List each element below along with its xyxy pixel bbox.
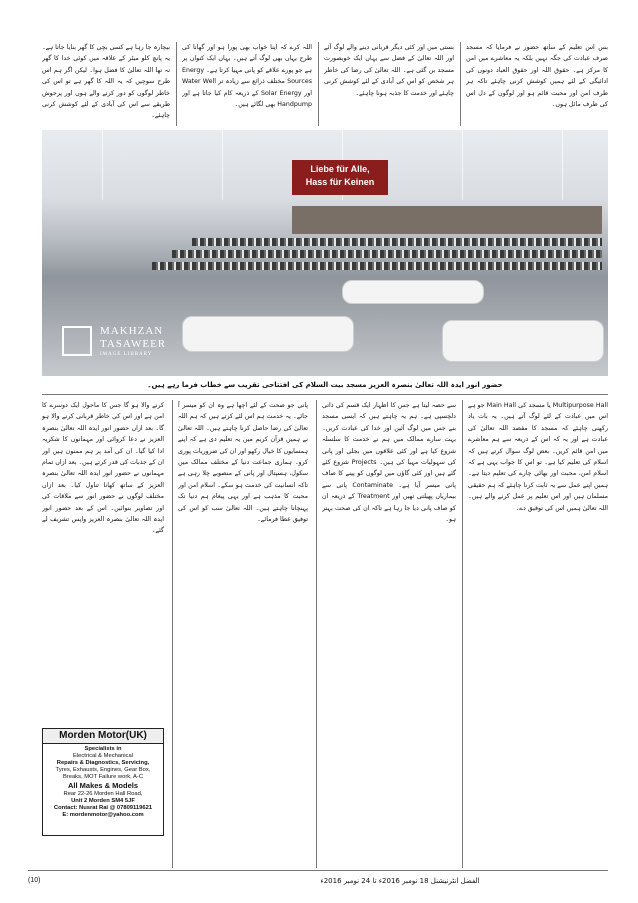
bottom-column-2 [178, 400, 308, 868]
column-text: Multipurpose Hall یا مسجد کی Main Hall جو ہے اس میں عبادت کے لئے لوگ آتے ہیں۔ یہ بات یاد رکھنی چاہئے کہ مسجد کا مقصد اللہ تعالیٰ کی عبادت ہے اور یہ کہ اس کے ذریعہ سے ہم معاشرے میں امن قائم کریں۔ بعض لوگ سوال کرتے ہیں کہ اسلام کی تعلیم کیا ہے۔ تو اس کا جواب یہی ہے کہ اسلام امن، محبت اور بھائی چارے کی تعلیم دیتا ہے۔ ہمیں اپنے عمل سے یہ ثابت کرنا چاہئے کہ ہم حقیقی مسلمان ہیں اور اس تعلیم پر عمل کرنے والے ہیں۔ اللہ تعالیٰ ہمیں اس کی توفیق دے۔ [468, 402, 608, 512]
top-column-3 [324, 42, 454, 126]
column-divider [462, 400, 463, 868]
audience-row [172, 250, 602, 258]
ad-line: Specialists in [84, 746, 122, 752]
column-divider [460, 42, 461, 126]
ad-highlight: All Makes & Models [67, 781, 139, 790]
ad-address: Unit 2 Morden SM4 5JF [71, 798, 135, 804]
dining-table [342, 280, 484, 304]
advertisement-box [42, 728, 164, 836]
column-text: بیچارہ جا رہا ہے کسی بچی کا گھر بنایا جاتا ہے۔ یہ پانچ کلو میٹر کے علاقہ میں کوئی خدا کا گھر نہ تھا اللہ تعالیٰ کا فضل ہوا۔ لیکن اگر ہم اس طرح سوچیں کہ یہ اللہ کا گھر ہے تو اس کی خاطر لوگوں کو دور کرنے والے ہوں اور پرجوش طریقے سے اس کی آبادی کے لئے کوشش کرنی چاہئے۔ [42, 44, 170, 120]
column-divider [172, 400, 173, 868]
column-text: بستی میں اور کئی دیگر قربانی دینے والے لوگ آئے اور اللہ تعالیٰ کے فضل سے یہاں ایک خوبصورت مسجد بن گئی ہے۔ اللہ تعالیٰ کی رضا کی خاطر ہر شخص کو اس کی آبادی کے لئے کوشش کرنی چاہئے اور خدمت کا جذبہ ہونا چاہئے۔ [324, 44, 454, 97]
footer-rule [28, 870, 608, 871]
top-column-1 [42, 42, 170, 126]
issue-dateline: الفضل انٹرنیشنل 18 نومبر 2016ء تا 24 نومبر 2016ء [320, 877, 480, 885]
page-number: (10) [28, 877, 41, 884]
logo-subtext: IMAGE LIBRARY [100, 352, 153, 357]
ad-line: Breaks, MOT Failure work, A-C [62, 774, 144, 780]
dining-table [442, 320, 604, 362]
ad-title: Morden Motor(UK) [43, 729, 163, 744]
logo-text: MAKHZAN [100, 325, 164, 337]
tent-pole [462, 130, 463, 200]
column-text: بس اس تعلیم کے ساتھ حضور نے فرمایا کہ مسجد صرف عبادت کی جگہ نہیں بلکہ یہ معاشرے میں امن کا مرکز ہے۔ حقوق اللہ اور حقوق العباد دونوں کی ادائیگی کے لئے ہمیں کوشش کرنی چاہئے تاکہ ہر طرف امن اور محبت قائم ہو اور لوگوں کے دل اس کی طرف مائل ہوں۔ [466, 44, 608, 109]
tent-pole [102, 130, 103, 200]
page-footer [0, 874, 638, 888]
bottom-column-3 [322, 400, 456, 868]
audience-row [192, 238, 602, 246]
bottom-column-4 [468, 400, 608, 868]
tent-pole [562, 130, 563, 200]
ad-line: Tyres, Exhausts, Engines, Gear Box, [55, 767, 151, 773]
banner-line: Liebe für Alle, [310, 164, 370, 174]
ad-contact: Contact: Nusrat Rai @ 07809119621 [53, 805, 153, 811]
top-column-4 [466, 42, 608, 126]
bottom-column-1 [42, 400, 164, 722]
column-text: سے حصہ لیتا ہے جس کا اظہار ایک قسم کی ذاتی دلچسپی ہے۔ ہم یہ چاہتے ہیں کہ ایسی مسجد بنے جس میں لوگ آئیں اور خدا کی عبادت کریں۔ بہت سارے ممالک میں ہم نے خدمت کا سلسلہ شروع کیا ہے اور کئی علاقوں میں بجلی اور پانی کی سہولیات مہیا کی ہیں۔ Projects شروع کئے گئے ہیں اور کئی گاؤں میں لوگوں کو پینے کا صاف پانی میسر آیا ہے۔ Contaminate پانی سے بیماریاں پھیلتی تھیں اور Treatment کے ذریعہ ان کو صاف پانی دیا جا رہا ہے تاکہ ان کی صحت بہتر ہو۔ [322, 402, 456, 524]
stage-backdrop [292, 206, 602, 234]
ad-address: Rear 22-26 Morden Hall Road, [63, 791, 143, 797]
column-divider [318, 42, 319, 126]
tent-pole [222, 130, 223, 200]
column-divider [176, 42, 177, 126]
logo-mark-icon [62, 326, 92, 356]
banner [292, 160, 388, 195]
logo-text: TASAWEER [100, 338, 167, 350]
column-text: اللہ کرے کہ اپنا خواب بھی پورا ہو اور گھانا کی طرح یہاں بھی لوگ آتے ہیں۔ یہاں ایک کنواں پر ہے جو پورے علاقے کو پانی مہیا کرتا ہے۔ Energy Sources مختلف ذرائع سے زیادہ تر Water Well اور Solar Energy کے ذریعہ کام کیا جاتا ہے اور Handpump بھی لگائے ہیں۔ [182, 44, 312, 109]
ad-line: Repairs & Diagnostics, Servicing, [56, 760, 150, 766]
caption-rule [42, 394, 608, 395]
column-divider [316, 400, 317, 868]
column-text: پانی جو صحت کے لئے اچھا ہے وہ ان کو میسر آ جائے۔ یہ خدمت ہم اس لئے کرتے ہیں کہ ہم اللہ تعالیٰ کی رضا حاصل کرنا چاہتے ہیں۔ اللہ تعالیٰ نے ہمیں قرآن کریم میں یہ تعلیم دی ہے کہ اپنے ہمسایوں کا خیال رکھو اور ان کی ضروریات پوری کرو۔ ہماری جماعت دنیا کے مختلف ممالک میں سکول، ہسپتال اور پانی کے منصوبے چلا رہی ہے تاکہ انسانیت کی خدمت ہو سکے۔ اسلام امن اور محبت کا مذہب ہے اور یہی پیغام ہم دنیا تک پہنچانا چاہتے ہیں۔ اللہ تعالیٰ سب کو اس کی توفیق عطا فرمائے۔ [178, 402, 308, 524]
banner-line: Hass für Keinen [305, 177, 375, 187]
ad-line: Electrical & Mechanical [73, 753, 133, 759]
event-photo [42, 130, 608, 376]
ad-email: E: mordenmotor@yahoo.com [62, 812, 144, 818]
top-column-2 [182, 42, 312, 126]
audience-row [152, 262, 602, 270]
photo-caption: حضور انور ایدہ اللہ تعالیٰ بنصرہ العزیز مسجد بیت السلام کی افتتاحی تقریب سے خطاب فرما رہے ہیں۔ [147, 381, 503, 389]
column-text: کرنے والا ہو گا جس کا ماحول ایک دوسرے کا امن ہے اور اس کی خاطر قربانی کرنے والا ہو گا۔ بعد ازاں حضور انور ایدہ اللہ تعالیٰ بنصرہ العزیز نے دعا کروائی اور مہمانوں کا شکریہ ادا کیا گیا۔ ان کی آمد پر ہم ممنون ہیں اور ان کے جذبات کی قدر کرتے ہیں۔ بعد ازاں تمام مہمانوں نے حضور انور ایدہ اللہ تعالیٰ بنصرہ العزیز کے ساتھ کھانا تناول کیا۔ بعد ازاں مختلف لوگوں نے حضور انور سے ملاقات کی اور تصاویر بنوائیں۔ اس کے بعد حضور انور ایدہ اللہ تعالیٰ بنصرہ العزیز واپس تشریف لے گئے۔ [42, 402, 164, 535]
dining-table [182, 316, 354, 352]
